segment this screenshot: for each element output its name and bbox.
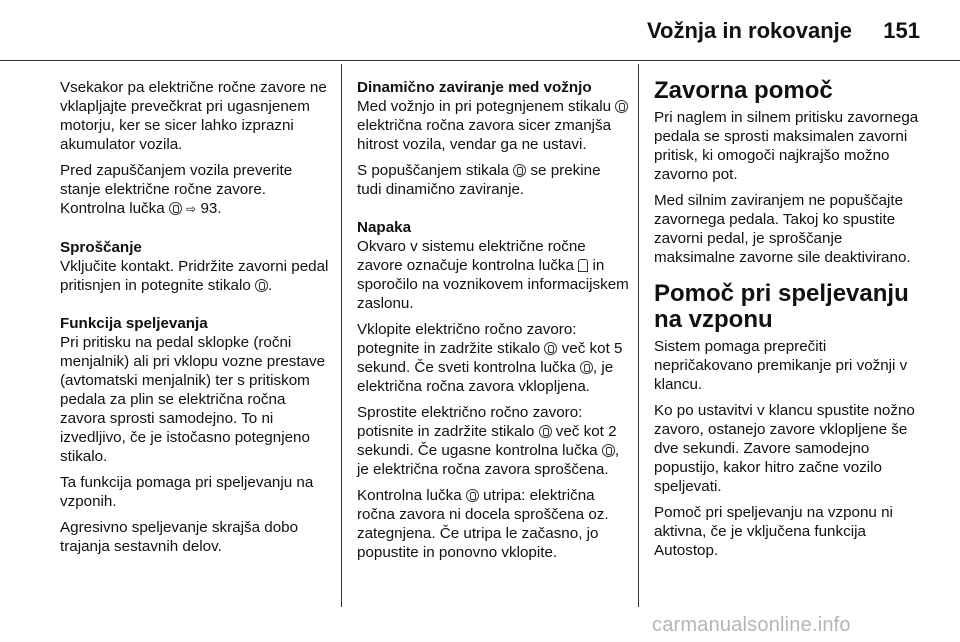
paragraph: Pomoč pri speljevanju na vzponu ni aktivna, če je vključena funkcija Autostop. <box>654 504 893 559</box>
paragraph: Sprostite električno ročno zavoro: potisnite in zadržite stikalo več kot 2 sekundi. Če ugasne kontrolna lučka , je električna ročna zavora sproščena. <box>357 404 620 478</box>
paragraph: Ko po ustavitvi v klancu spustite nožno zavoro, ostanejo zavore vklopljene še dve sekundi. Zavore samodejno popustijo, kakor hitro začne vozilo speljevati. <box>654 402 915 495</box>
paragraph: Okvaro v sistemu električne ročne zavore označuje kontrolna lučka in sporočilo na voznikovem informacijskem zaslonu. <box>357 238 629 312</box>
paragraph: Med silnim zaviranjem ne popuščajte zavornega pedala. Takoj ko spustite zavorni pedal, je sproščanje maksimalne zavorne sile deaktivirano. <box>654 192 911 266</box>
section-heading-dynamic-braking: Dinamično zaviranje med vožnjo <box>357 79 592 96</box>
paragraph: Vsekakor pa električne ročne zavore ne vklapljajte prevečkrat pri ugasnjenem motorju, ker se sicer lahko izprazni akumulator vozila. <box>60 79 327 153</box>
watermark: carmanualsonline.info <box>652 614 851 636</box>
parking-brake-icon <box>580 361 593 374</box>
brake-fault-icon <box>578 259 588 272</box>
column-divider-2 <box>638 64 639 607</box>
page-header <box>0 0 960 60</box>
paragraph: Vključite kontakt. Pridržite zavorni pedal pritisnjen in potegnite stikalo . <box>60 258 329 294</box>
page-reference-arrow-icon: ⇨ <box>186 202 197 216</box>
section-title-hill-start-assist: Pomoč pri speljevanju na vzponu <box>654 280 909 333</box>
paragraph: Pri pritisku na pedal sklopke (ročni menjalnik) ali pri vklopu vozne prestave (avtomatski menjalnik) ter s pritiskom pedala za plin se električna ročna zavora sprosti samodejno. To ni izvedljivo, če je istočasno potegnjeno stikalo. <box>60 334 326 465</box>
paragraph: Pri naglem in silnem pritisku zavornega pedala se sprosti maksimalen zavorni pritisk, ki omogoči najkrajšo možno zavorno pot. <box>654 109 919 183</box>
paragraph: Ta funkcija pomaga pri speljevanju na vzponih. <box>60 474 314 510</box>
section-heading-release: Sproščanje <box>60 239 142 256</box>
paragraph: Pred zapuščanjem vozila preverite stanje električne ročne zavore. Kontrolna lučka ⇨ 93. <box>60 162 293 217</box>
section-title-brake-assist: Zavorna pomoč <box>654 77 833 104</box>
parking-brake-icon <box>513 164 526 177</box>
paragraph: Agresivno speljevanje skrajša dobo trajanja sestavnih delov. <box>60 519 299 555</box>
section-heading-fault: Napaka <box>357 219 412 236</box>
paragraph: Kontrolna lučka utripa: električna ročna zavora ni docela sproščena oz. zategnjena. Če utripa le začasno, jo popustite in ponovno vklopite. <box>357 487 609 561</box>
section-heading-drive-away: Funkcija speljevanja <box>60 315 208 332</box>
parking-brake-icon <box>169 202 182 215</box>
paragraph: Med vožnjo in pri potegnjenem stikalu električna ročna zavora sicer zmanjša hitrost vozila, vendar ga ne ustavi. <box>357 97 629 154</box>
header-divider <box>0 60 960 61</box>
parking-brake-icon <box>539 425 552 438</box>
page-number: 151 <box>883 18 920 43</box>
parking-brake-icon <box>602 444 615 457</box>
column-divider-1 <box>341 64 342 607</box>
paragraph: Sistem pomaga preprečiti nepričakovano premikanje pri vožnji v klancu. <box>654 338 908 393</box>
column-2 <box>357 78 629 569</box>
column-1 <box>60 78 332 563</box>
paragraph: Vklopite električno ročno zavoro: potegnite in zadržite stikalo več kot 5 sekund. Če sveti kontrolna lučka , je električna ročna zavora vklopljena. <box>357 321 623 395</box>
paragraph: S popuščanjem stikala se prekine tudi dinamično zaviranje. <box>357 162 601 198</box>
parking-brake-icon <box>615 100 628 113</box>
page-title: Vožnja in rokovanje <box>647 18 852 43</box>
column-3 <box>654 78 926 567</box>
parking-brake-icon <box>544 342 557 355</box>
parking-brake-icon <box>466 489 479 502</box>
parking-brake-icon <box>255 279 268 292</box>
